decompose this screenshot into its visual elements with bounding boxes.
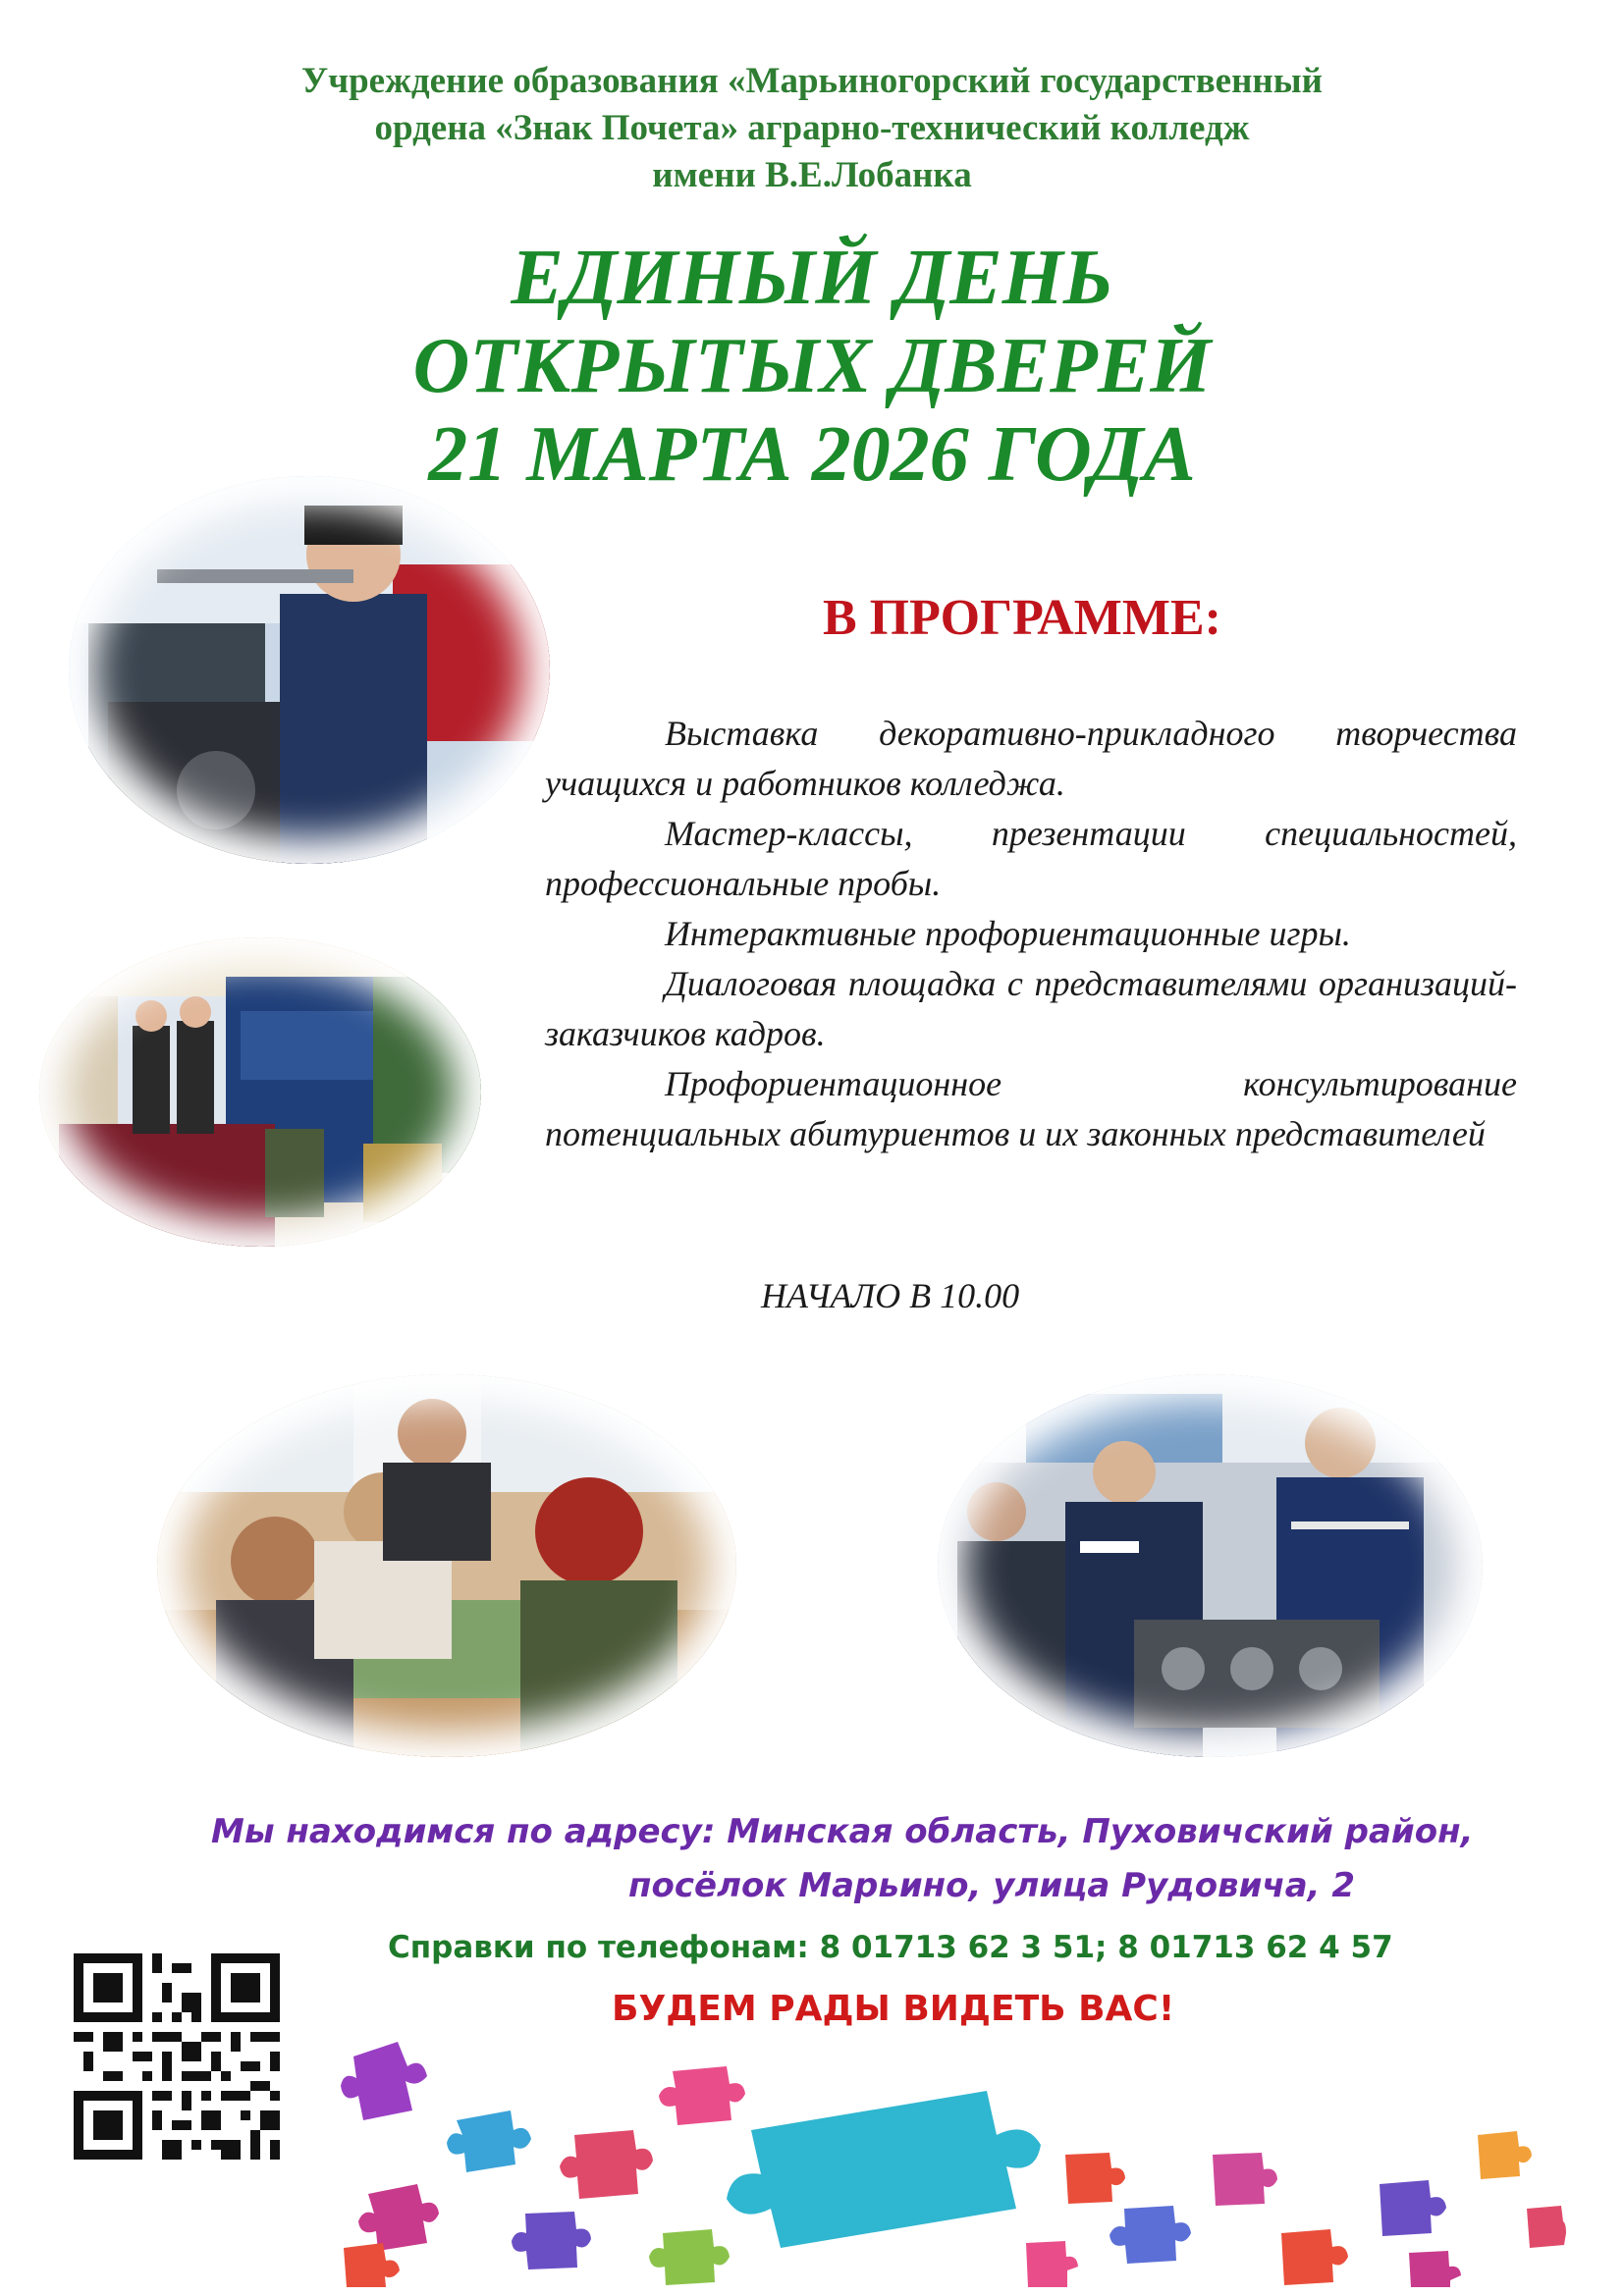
program-heading: В ПРОГРАММЕ: [823,590,1221,646]
photo-exhibition-stand [39,937,481,1247]
program-item: Интерактивные профориентационные игры. [665,914,1351,953]
puzzle-piece-icon [447,2110,531,2172]
organization-name-line-2: ордена «Знак Почета» аграрно-технический колледж [374,108,1250,148]
puzzle-piece-icon [1281,2229,1348,2285]
puzzle-piece-icon [1026,2241,1078,2287]
puzzle-piece-icon [1409,2251,1461,2287]
qr-code[interactable] [74,1953,280,2160]
puzzle-pieces-decoration [339,2037,1566,2287]
puzzle-piece-icon [358,2184,439,2251]
program-item: Диалоговая площадка с представителями организаций-заказчиков кадров. [545,964,1517,1053]
puzzle-piece-icon [341,2042,427,2120]
puzzle-piece-icon [659,2066,745,2125]
phone-numbers: Справки по телефонам: 8 01713 62 3 51; 8 01713 62 4 57 [388,1930,1393,1965]
event-title-line-3: 21 МАРТА 2026 ГОДА [428,411,1196,498]
puzzle-piece-icon [1213,2153,1277,2206]
address-line-1: Мы находимся по адресу: Минская область, Пуховичский район, [211,1812,1474,1851]
start-time: НАЧАЛО В 10.00 [761,1276,1020,1315]
puzzle-piece-icon [727,2091,1041,2248]
puzzle-piece-icon [512,2212,591,2269]
photo-engine-workshop [938,1374,1483,1757]
puzzle-piece-icon [344,2243,400,2287]
photo-students-at-table [157,1374,736,1757]
program-item: Мастер-классы, презентации специальностей, профессиональные пробы. [545,814,1517,903]
program-item: Профориентационное консультирование потенциальных абитуриентов и их законных представителей [545,1064,1517,1153]
program-list [545,709,1517,1159]
address-line-2: посёлок Марьино, улица Рудовича, 2 [628,1866,1356,1905]
puzzle-piece-icon [1478,2131,1532,2179]
program-item: Выставка декоративно-прикладного творчества учащихся и работников колледжа. [545,714,1517,803]
puzzle-piece-icon [560,2130,653,2199]
event-title-line-1: ЕДИНЫЙ ДЕНЬ [511,235,1113,321]
puzzle-piece-icon [1065,2153,1125,2204]
event-title-line-2: ОТКРЫТЫХ ДВЕРЕЙ [412,323,1212,409]
puzzle-piece-icon [649,2229,730,2285]
organization-name-line-1: Учреждение образования «Марьиногорский государственный [301,61,1323,101]
puzzle-piece-icon [1110,2206,1191,2264]
photo-student-engine [69,476,550,864]
puzzle-piece-icon [1527,2206,1566,2248]
puzzle-piece-icon [1380,2180,1446,2236]
welcome-message: БУДЕМ РАДЫ ВИДЕТЬ ВАС! [612,1989,1175,2029]
organization-name-line-3: имени В.Е.Лобанка [652,155,972,195]
